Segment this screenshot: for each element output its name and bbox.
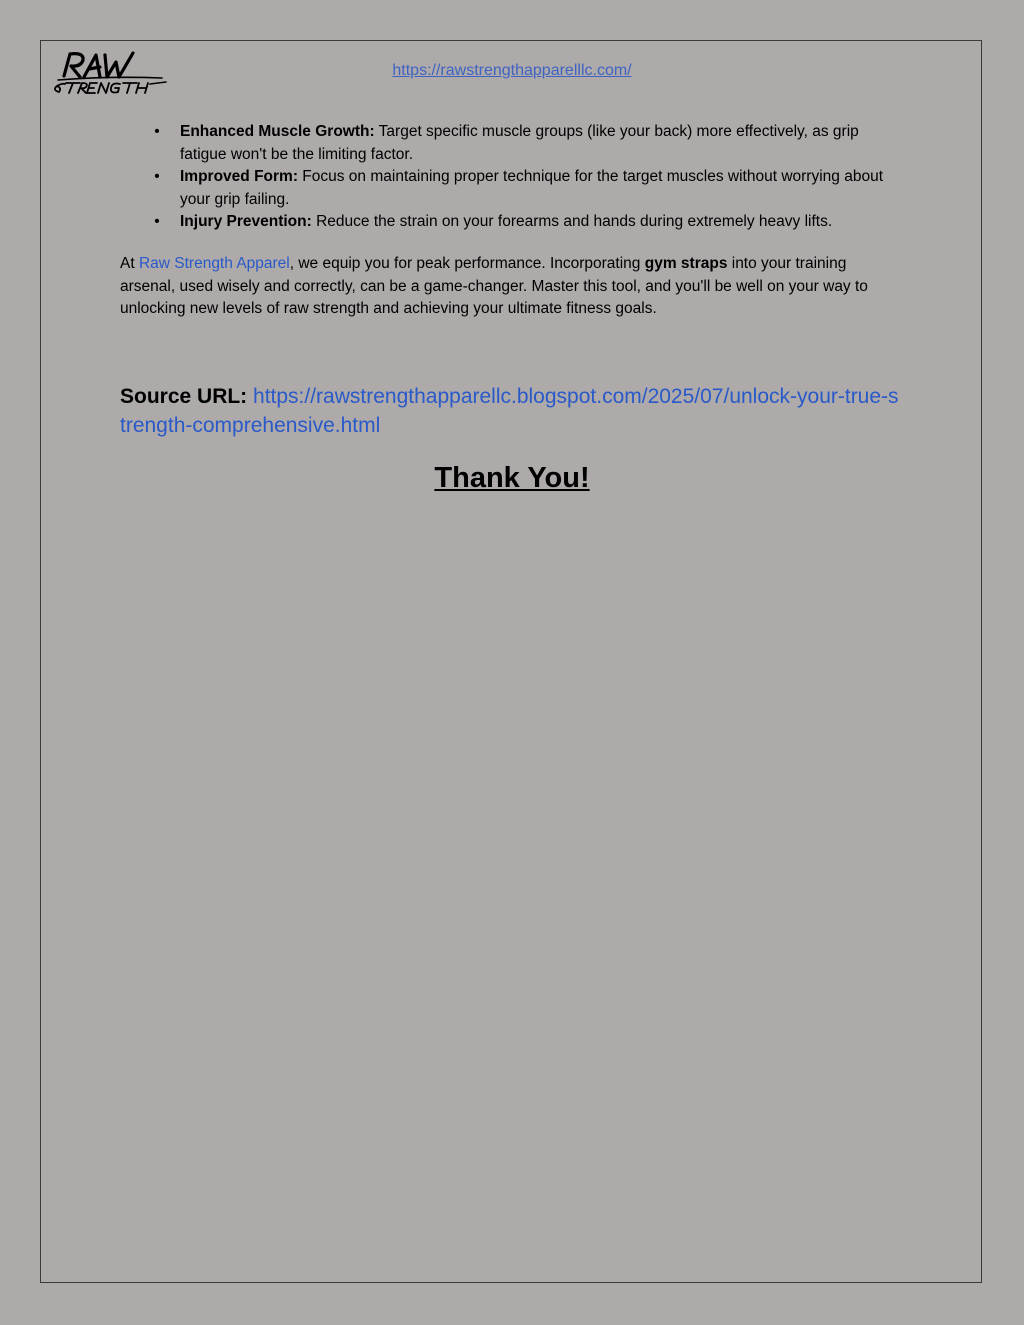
raw-strength-apparel-link[interactable]: Raw Strength Apparel [138, 255, 290, 272]
bullet-icon: • [154, 213, 160, 230]
thank-you-heading: Thank You! [434, 462, 590, 494]
bullet-text: Reduce the strain on your forearms and hands during extremely heavy lifts. [311, 213, 833, 230]
paragraph-prefix: At [120, 255, 139, 272]
bullet-text: Target specific muscle groups (like your back) more effectively, as grip fatigue won't be the limiting factor. [180, 123, 859, 163]
list-item [152, 166, 892, 211]
paragraph-bold: gym straps [644, 255, 728, 272]
closing-paragraph [120, 253, 892, 321]
paragraph-middle: , we equip you for peak performance. Incorporating [289, 255, 645, 272]
header-site-link[interactable]: https://rawstrengthapparelllc.com/ [392, 62, 632, 79]
source-label: Source URL: [120, 385, 248, 408]
bullet-icon: • [154, 168, 160, 185]
source-url-block [120, 382, 900, 440]
list-item [152, 121, 892, 166]
benefits-list [152, 121, 892, 234]
paragraph-suffix: into your training arsenal, used wisely and correctly, can be a game-changer. Master this tool, and you'll be well on your way to unlocking new levels of raw strength and achieving your ultimate fitness goals. [120, 255, 868, 317]
bullet-text: Focus on maintaining proper technique for the target muscles without worrying about your grip failing. [180, 168, 883, 208]
source-url-link[interactable]: https://rawstrengthapparellc.blogspot.com/2025/07/unlock-your-true-strength-comprehensive.html [120, 385, 899, 437]
bullet-title: Improved Form: [180, 168, 298, 185]
bullet-title: Injury Prevention: [180, 213, 312, 230]
bullet-icon: • [154, 123, 160, 140]
list-item [152, 211, 892, 234]
bullet-title: Enhanced Muscle Growth: [180, 123, 375, 140]
